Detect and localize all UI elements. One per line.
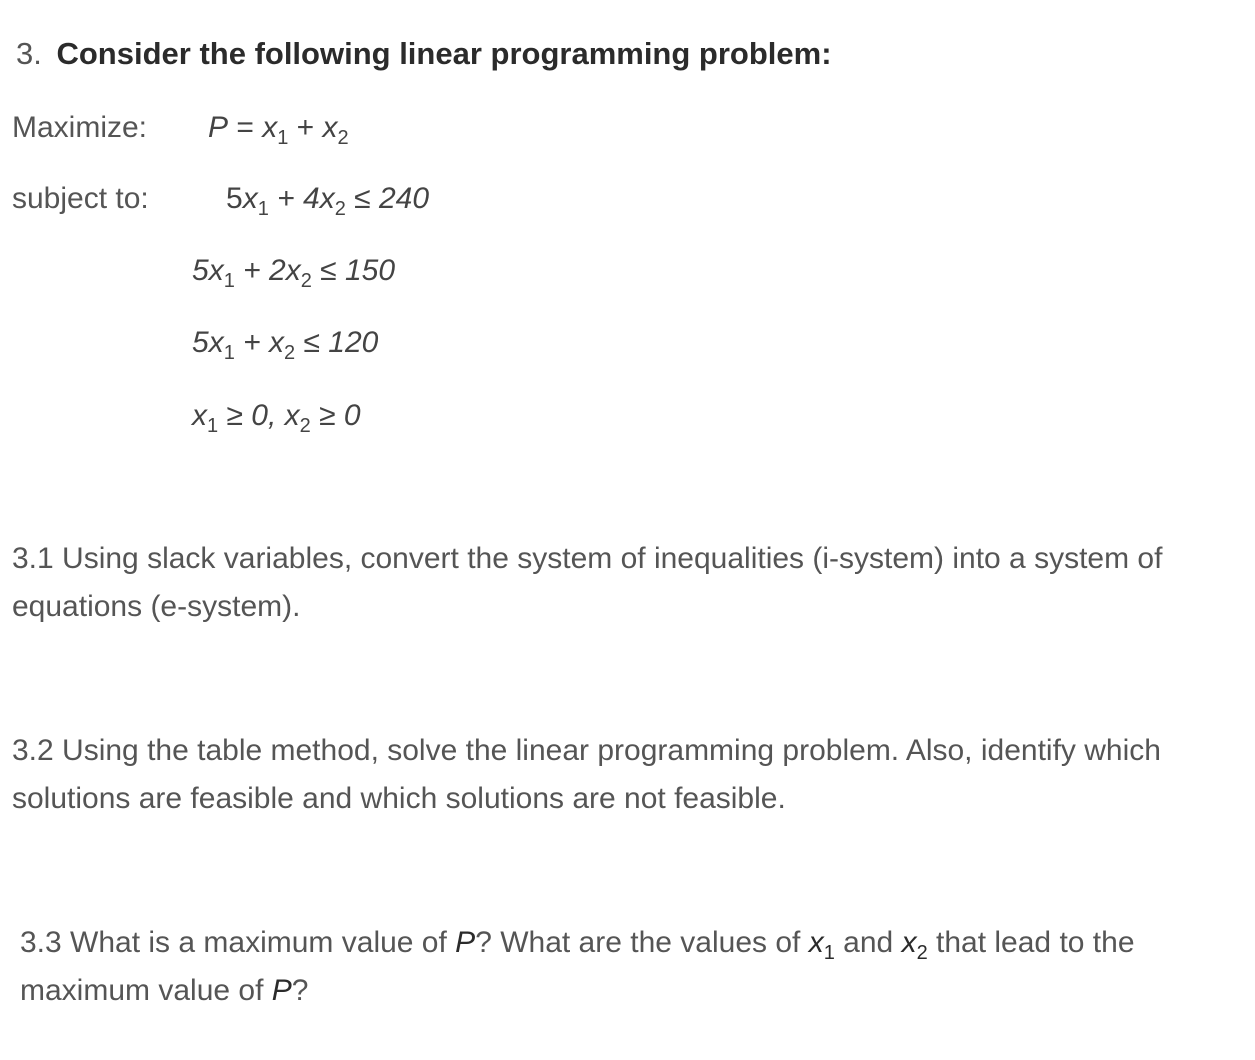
- constraint-3: $5x_1 + x_2 \le 120$: [192, 326, 379, 364]
- subquestion-3-2: 3.2 Using the table method, solve the linear programming problem. Also, identify which solutions are feasible and which solutions are not feasible.: [12, 734, 1161, 815]
- objective-p: P: [208, 111, 229, 144]
- subject-to-label: subject to:: [12, 182, 149, 215]
- constraint-2: $5x_1 + 2x_2 \le 150$: [192, 254, 396, 292]
- maximize-label: Maximize:: [12, 111, 148, 144]
- constraint-1: $5x_1 + 4x_2 \le 240$: [226, 182, 430, 220]
- subquestion-3-1: 3.1 Using slack variables, convert the system of inequalities (i-system) into a system of equations (e-system).: [12, 542, 1163, 623]
- question-title: Consider the following linear programming problem:: [56, 36, 832, 71]
- objective-function: $P = x_1 + x_2$: [208, 111, 349, 149]
- subquestion-3-3: 3.3 What is a maximum value of P? What are the values of $x_1$ and $x_2$ that lead to the maximum value of P?: [20, 926, 1135, 1007]
- question-number: 3.: [16, 36, 42, 71]
- nonnegativity-constraint: $x_1 \ge 0$, $x_2 \ge 0$: [192, 399, 361, 437]
- question-heading: [16, 34, 832, 74]
